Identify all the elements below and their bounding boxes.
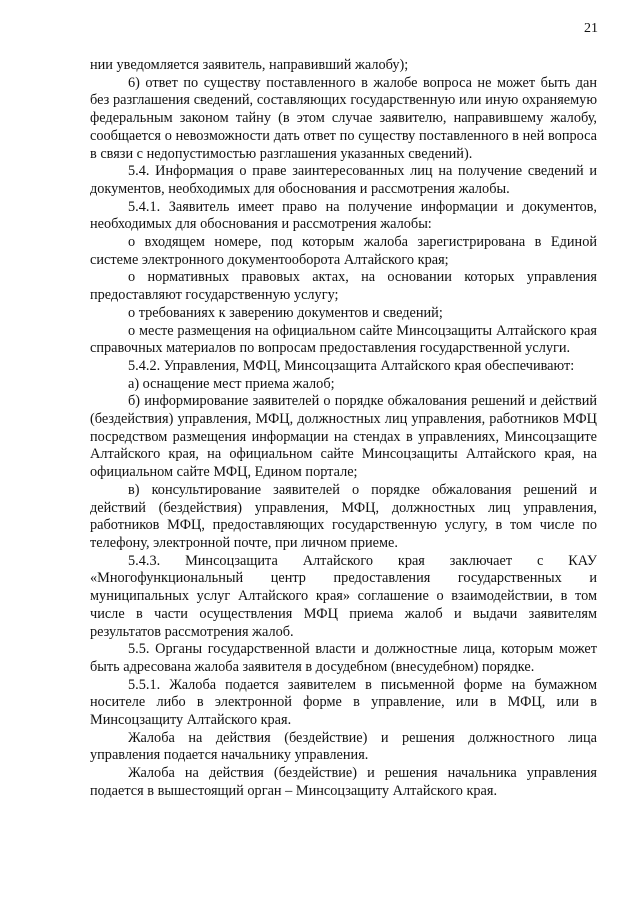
paragraph-normative-acts: о нормативных правовых актах, на основании которых управления предоставляют государственную услугу; (90, 269, 597, 304)
paragraph-item-6: 6) ответ по существу поставленного в жалобе вопроса не может быть дан без разглашения сведений, составляющих государственную или иную охраняемую федеральным законом тайну (в этом случае заявителю, направившему жалобу, сообщается о невозможности дать ответ по существу поставленного в ней вопроса в связи с недопустимостью разглашения указанных сведений). (90, 74, 597, 162)
paragraph-continuation: нии уведомляется заявитель, направивший жалобу); (90, 57, 409, 73)
paragraph-incoming-number: о входящем номере, под которым жалоба зарегистрирована в Единой системе электронного документооборота Алтайского края; (90, 234, 597, 268)
paragraph-complaint-official: Жалоба на действия (бездействие) и решения должностного лица управления подается начальнику управления. (90, 729, 597, 764)
paragraph-5-4-3: 5.4.3. Минсоцзащита Алтайского края заключает с КАУ «Многофункциональный центр предоставления государственных и муниципальных услуг Алтайского края» соглашение о взаимодействии, в том числе в части осуществления МФЦ приема жалоб и выдачи заявителям результатов рассмотрения жалоб. (90, 552, 597, 640)
paragraph-certification: о требованиях к заверению документов и сведений; (128, 304, 443, 321)
paragraph-website-materials: о месте размещения на официальном сайте Минсоцзащиты Алтайского края справочных материалов по вопросам предоставления государственной услуги. (90, 322, 597, 357)
paragraph-5-4-2: 5.4.2. Управления, МФЦ, Минсоцзащита Алтайского края обеспечивают: (128, 357, 575, 374)
paragraph-item-a: а) оснащение мест приема жалоб; (128, 375, 335, 392)
paragraph-item-v: в) консультирование заявителей о порядке обжалования решений и действий (бездействия) управления, МФЦ, должностных лиц управления, работников МФЦ, предоставляющих государственную услугу, в том числе по телефону, электронной почте, при личном приеме. (90, 481, 597, 551)
paragraph-5-4-1: 5.4.1. Заявитель имеет право на получение информации и документов, необходимых для обоснования и рассмотрения жалобы: (90, 198, 597, 233)
paragraph-complaint-head: Жалоба на действия (бездействие) и решения начальника управления подается в вышестоящий орган – Минсоцзащиту Алтайского края. (90, 765, 597, 799)
paragraph-5-4: 5.4. Информация о праве заинтересованных лиц на получение сведений и документов, необходимых для обоснования и рассмотрения жалобы. (90, 163, 597, 197)
paragraph-5-5-1: 5.5.1. Жалоба подается заявителем в письменной форме на бумажном носителе либо в электронной форме в управление, или в МФЦ, или в Минсоцзащиту Алтайского края. (90, 676, 597, 729)
page-number: 21 (584, 21, 598, 36)
document-body (90, 57, 597, 801)
paragraph-item-b: б) информирование заявителей о порядке обжалования решений и действий (бездействия) управления, МФЦ, должностных лиц управления, работников МФЦ посредством размещения информации на стендах в управлениях, Минсоцзащите Алтайского края, на официальном сайте Минсоцзащиты Алтайского края, на официальном сайте МФЦ, Едином портале; (90, 393, 597, 481)
paragraph-5-5: 5.5. Органы государственной власти и должностные лица, которым может быть адресована жалоба заявителя в досудебном (внесудебном) порядке. (90, 641, 597, 675)
